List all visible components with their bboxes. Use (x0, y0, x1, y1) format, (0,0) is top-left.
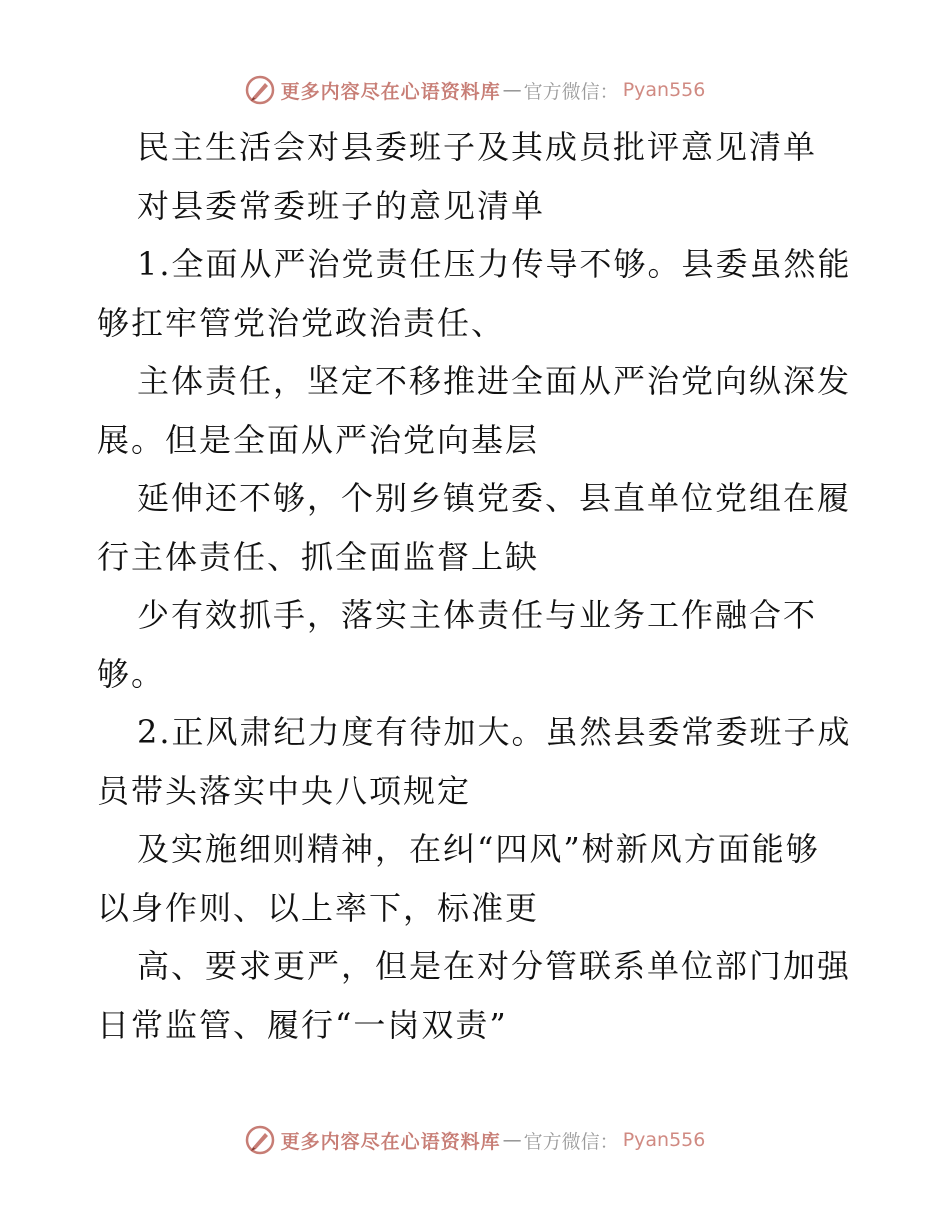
paragraph-line: 行主体责任、抓全面监督上缺 (97, 537, 540, 576)
footer-banner (0, 1120, 950, 1160)
paragraph-line: 2.正风肃纪力度有待加大。虽然县委常委班子成 (137, 713, 852, 751)
document-body (97, 118, 857, 1054)
paragraph-line: 1.全面从严治党责任压力传导不够。县委虽然能 (137, 245, 852, 283)
pen-logo-icon (245, 1125, 275, 1155)
document-title: 民主生活会对县委班子及其成员批评意见清单 (137, 128, 818, 166)
banner-text: 更多内容尽在心语资料库 (280, 1130, 501, 1153)
banner-wechat-label: 官方微信： (523, 80, 619, 103)
paragraph-line: 主体责任，坚定不移推进全面从严治党向纵深发 (137, 362, 852, 400)
banner-separator: — (502, 79, 522, 101)
paragraph-line: 够。 (97, 654, 166, 693)
section-heading: 对县委常委班子的意见清单 (137, 186, 546, 225)
banner-wechat-label: 官方微信： (523, 1130, 619, 1153)
banner-wechat-id: Pyan556 (622, 79, 706, 101)
paragraph-line: 延伸还不够，个别乡镇党委、县直单位党组在履 (137, 479, 852, 517)
paragraph-line: 展。但是全面从严治党向基层 (97, 420, 540, 459)
paragraph-line: 员带头落实中央八项规定 (97, 771, 472, 810)
paragraph-line: 及实施细则精神，在纠“四风”树新风方面能够 (137, 830, 820, 868)
paragraph-line: 少有效抓手，落实主体责任与业务工作融合不 (137, 596, 818, 634)
paragraph-line: 够扛牢管党治党政治责任、 (97, 303, 506, 342)
pen-logo-icon (245, 75, 275, 105)
header-banner (0, 70, 950, 110)
banner-text: 更多内容尽在心语资料库 (280, 80, 501, 103)
paragraph-line: 日常监管、履行“一岗双责” (97, 1005, 508, 1044)
banner-separator: — (502, 1129, 522, 1151)
paragraph-line: 高、要求更严，但是在对分管联系单位部门加强 (137, 947, 852, 985)
banner-wechat-id: Pyan556 (622, 1129, 706, 1151)
paragraph-line: 以身作则、以上率下，标准更 (97, 888, 540, 927)
